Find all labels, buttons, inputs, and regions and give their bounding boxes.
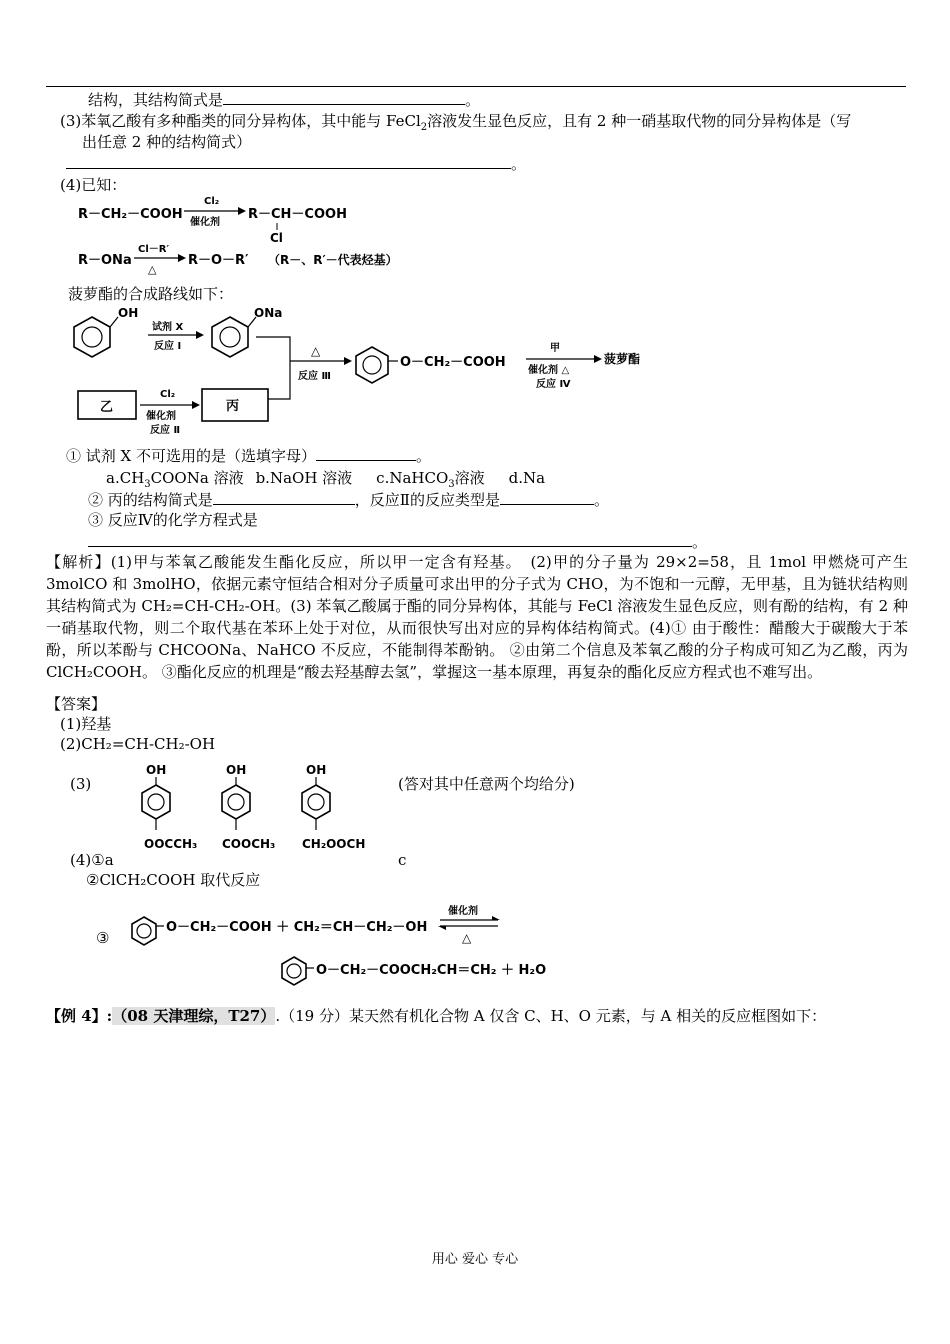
isomer-structure-2: [222, 763, 275, 851]
equation-products: O－CH₂－COOCH₂CH＝CH₂ ＋ H₂O: [316, 963, 547, 978]
r2-reactant: R－ONa: [78, 253, 132, 268]
subq-1: ① 试剂 X 不可选用的是（选填字母） 。: [66, 447, 432, 465]
phenoxide-ona: ONa: [254, 306, 283, 320]
answer-blank: [88, 532, 692, 547]
box-bing-label: 丙: [226, 399, 240, 414]
sodium-phenoxide-structure: [212, 306, 282, 357]
answer-4-2: ②ClCH₂COOH 取代反应: [86, 871, 261, 889]
page-footer: 用心 爱心 专心: [431, 1252, 519, 1267]
q4-label: (4)已知：: [60, 176, 127, 194]
svg-text:OH: OH: [306, 763, 327, 777]
r1-reagent: Cl₂: [204, 196, 220, 207]
cl2-label: Cl₂: [160, 389, 176, 400]
svg-text:OH: OH: [226, 763, 247, 777]
answer-2: (2)CH₂=CH-CH₂-OH: [60, 735, 216, 753]
answer-3-structures: [130, 760, 390, 858]
answer-3-label: (3): [70, 775, 92, 793]
final-product-label: 菠萝酯: [604, 352, 641, 366]
r1-arrowhead: [238, 207, 246, 215]
benzene-ring-1: [132, 917, 164, 945]
answer-3-note: (答对其中任意两个均给分): [398, 775, 575, 793]
esterification-equation: [130, 898, 570, 988]
r1-product: R－CH－COOH: [248, 207, 347, 222]
reagent-jia-label: 甲: [550, 343, 560, 354]
phenol-structure: [74, 306, 138, 357]
phenol-oh: OH: [118, 306, 139, 320]
q2-continuation: 结构，其结构简式是 。: [88, 91, 481, 109]
reaction-1-label: 反应 Ⅰ: [154, 341, 182, 352]
r2-reagent: Cl－R′: [138, 244, 170, 255]
equation-reactants: O－CH₂－COOH ＋ CH₂＝CH－CH₂－OH: [166, 920, 428, 935]
reagent-x-label: 试剂 X: [152, 322, 184, 333]
reaction-2-label: 反应 Ⅱ: [150, 425, 181, 436]
r1-cl: Cl: [270, 231, 283, 245]
answer-blank: [213, 490, 355, 505]
answer-1: (1)羟基: [60, 715, 112, 733]
answer-blank: [500, 490, 594, 505]
svg-text:OH: OH: [146, 763, 167, 777]
product-formula: O－CH₂－COOH: [400, 355, 506, 370]
example-4-source: （08 天津理综，T27）: [112, 1007, 276, 1025]
answer-blank: [316, 446, 416, 461]
r2-product: R－O－R′: [188, 253, 249, 268]
analysis-paragraph: 【解析】(1)甲与苯氧乙酸能发生酯化反应，所以甲一定含有羟基。 (2)甲的分子量为 29×2=58，且 1mol 甲燃烧可产生 3molCO 和 3molHO，依据元素守恒结合相对分子质量可求出甲的分子式为 CHO，为不饱和一元醇，无甲基，且为链状结构则其结构简式为 CH₂=CH-CH₂-OH。(3) 苯氧乙酸属于酯的同分异构体，其能与 FeCl 溶液发生显色反应，则有酚的结构，有 2 种一硝基取代物，则二个取代基在苯环上处于对位，从而很快写出对应的异构体结构简式。(4)① 由于酸性：醋酸大于碳酸大于苯酚，所以苯酚与 CHCOONa、NaHCO 不反应，不能制得苯酚钠。 ②由第二个信息及苯氧乙酸的分子构成可知乙为乙酸，丙为 ClCH₂COOH。 ③酯化反应的机理是“酸去羟基醇去氢”，掌握这一基本原理，再复杂的酯化反应方程式也不难写出。: [46, 553, 908, 681]
subq-3: ③ 反应Ⅳ的化学方程式是: [88, 511, 258, 529]
synthesis-route-diagram: [68, 305, 668, 445]
reaction-3-label: 反应 Ⅲ: [298, 371, 331, 382]
answer-4-1: (4)①a: [70, 851, 114, 869]
q3-answer-line: 。: [66, 154, 526, 174]
box-yi-label: 乙: [100, 400, 114, 415]
q3-line1: (3)苯氧乙酸有多种酯类的同分异构体，其中能与 FeCl$_2$溶液发生显色反应，且有 2 种一硝基取代物的同分异构体是（写: [60, 112, 852, 133]
r2-arrowhead: [178, 254, 186, 262]
svg-text:COOCH₃: COOCH₃: [222, 837, 276, 851]
delta-label: △: [311, 344, 321, 358]
header-rule: [46, 86, 906, 87]
answer-blank: [223, 90, 465, 105]
isomer-structure-3: [302, 763, 365, 851]
svg-text:CH₂OOCH: CH₂OOCH: [302, 837, 366, 851]
q3-line2: 出任意 2 种的结构简式）: [82, 133, 252, 151]
route-label: 菠萝酯的合成路线如下：: [68, 285, 234, 303]
isomer-structure-1: [142, 763, 197, 851]
catalyst-delta-label: 催化剂 △: [528, 365, 570, 376]
example-4-line: 【例 4】:（08 天津理综，T27）.（19 分）某天然有机化合物 A 仅含 C、H、O 元素，与 A 相关的反应框图如下：: [46, 1007, 827, 1025]
subq-3-answer-line: 。: [88, 532, 707, 552]
answer-4-3-label: ③: [96, 929, 110, 947]
equation-catalyst: 催化剂: [448, 906, 478, 917]
r2-note: （R－、R′－代表烃基）: [268, 253, 398, 267]
r1-reactant: R－CH₂－COOH: [78, 207, 183, 222]
benzene-ring-2: [282, 957, 314, 985]
known-reactions-diagram: [78, 192, 418, 276]
phenoxyacetic-acid-structure: [356, 347, 506, 383]
equation-heat: △: [462, 931, 472, 945]
subq-1-options: $a.CH_3COONa$ 溶液 b.NaOH 溶液 c.NaHCO$_3$溶液 d.Na: [106, 469, 546, 490]
answer-4-1-c: c: [398, 851, 407, 869]
catalyst-label: 催化剂: [146, 411, 176, 422]
r2-condition: △: [148, 263, 157, 276]
answer-label: 【答案】: [46, 695, 107, 713]
svg-text:OOCCH₃: OOCCH₃: [144, 837, 198, 851]
answer-blank: [66, 154, 511, 169]
r1-catalyst: 催化剂: [190, 217, 220, 228]
subq-2: ② 丙的结构简式是 ，反应Ⅱ的反应类型是 。: [88, 491, 609, 509]
reaction-4-label: 反应 Ⅳ: [536, 379, 571, 390]
